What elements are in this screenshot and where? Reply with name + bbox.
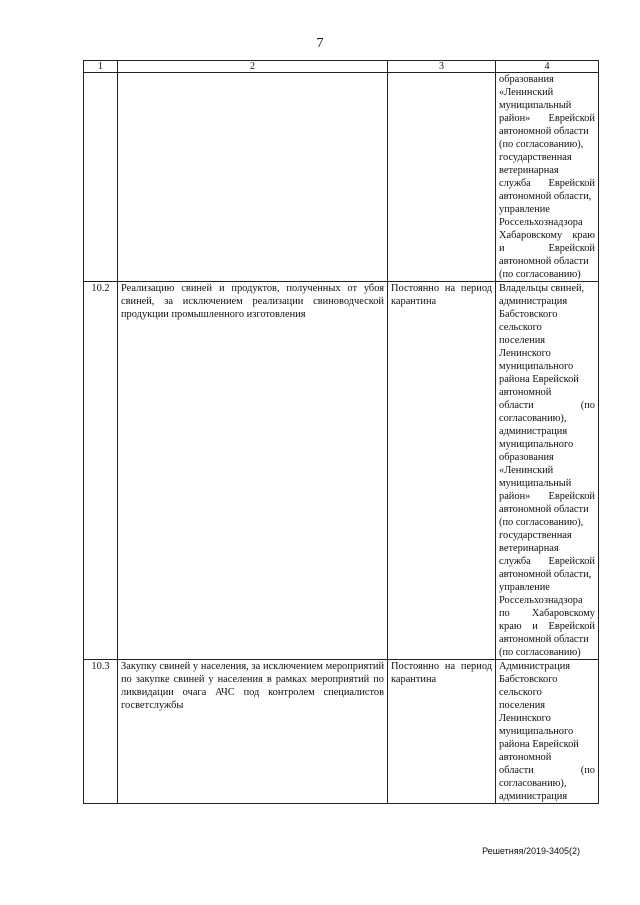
header-col-3: 3	[388, 61, 496, 73]
responsible-cell	[496, 660, 599, 804]
responsible-line: муниципального	[499, 726, 574, 737]
responsible-line: Бабстовского	[499, 674, 558, 685]
responsible-line: (по согласованию),	[499, 139, 584, 150]
row-number	[84, 73, 118, 282]
responsible-line: краю и Еврейской	[499, 621, 595, 632]
responsible-line: Администрация	[499, 661, 571, 672]
header-col-1: 1	[84, 61, 118, 73]
responsible-line: района Еврейской	[499, 739, 579, 750]
responsible-line: администрация	[499, 426, 568, 437]
responsible-line: автономной области,	[499, 191, 592, 202]
responsible-line: район» Еврейской	[499, 491, 595, 502]
responsible-line: ветеринарная	[499, 543, 559, 554]
responsible-line: поселения	[499, 335, 546, 346]
responsible-line: государственная	[499, 530, 572, 541]
row-number: 10.2	[84, 282, 118, 660]
responsible-line: Хабаровскому краю	[499, 230, 595, 241]
responsible-line: администрация	[499, 791, 568, 802]
responsible-line: «Ленинский	[499, 87, 554, 98]
responsible-line: поселения	[499, 700, 546, 711]
table-row	[84, 73, 599, 282]
header-col-4: 4	[496, 61, 599, 73]
responsible-line: сельского	[499, 322, 542, 333]
responsible-line: района Еврейской	[499, 374, 579, 385]
responsible-cell	[496, 73, 599, 282]
responsible-line: государственная	[499, 152, 572, 163]
table-row	[84, 282, 599, 660]
table-row	[84, 660, 599, 804]
responsible-line: Россельхознадзора	[499, 217, 583, 228]
responsible-line: и Еврейской	[499, 243, 595, 254]
responsible-line: (по согласованию),	[499, 517, 584, 528]
term-cell: Постоянно на период карантина	[388, 282, 496, 660]
responsible-line: области (по	[499, 765, 595, 776]
responsible-line: Ленинского	[499, 713, 551, 724]
responsible-line: управление	[499, 582, 550, 593]
responsible-line: муниципальный	[499, 100, 572, 111]
responsible-line: муниципального	[499, 439, 574, 450]
responsible-line: автономной области,	[499, 569, 592, 580]
responsible-line: образования	[499, 74, 554, 85]
responsible-line: Бабстовского	[499, 309, 558, 320]
responsible-line: Владельцы свиней,	[499, 283, 585, 294]
responsible-line: (по согласованию)	[499, 269, 581, 280]
responsible-line: муниципальный	[499, 478, 572, 489]
responsible-line: район» Еврейской	[499, 113, 595, 124]
responsible-line: служба Еврейской	[499, 556, 595, 567]
responsible-line: автономной области	[499, 504, 589, 515]
responsible-line: ветеринарная	[499, 165, 559, 176]
responsible-line: служба Еврейской	[499, 178, 595, 189]
responsible-line: по Хабаровскому	[499, 608, 595, 619]
responsible-line: области (по	[499, 400, 595, 411]
responsible-line: автономной	[499, 387, 552, 398]
measure-cell: Реализацию свиней и продуктов, полученных от убоя свиней, за исключением реализации свиноводческой продукции промышленного изготовления	[118, 282, 388, 660]
responsible-line: согласованию),	[499, 413, 567, 424]
measure-cell	[118, 73, 388, 282]
responsible-line: автономной области	[499, 634, 589, 645]
responsible-line: автономной	[499, 752, 552, 763]
responsible-line: «Ленинский	[499, 465, 554, 476]
row-number: 10.3	[84, 660, 118, 804]
responsible-line: муниципального	[499, 361, 574, 372]
responsible-line: сельского	[499, 687, 542, 698]
measures-table	[83, 60, 599, 804]
responsible-line: образования	[499, 452, 554, 463]
page-number: 7	[316, 36, 324, 51]
measure-cell: Закупку свиней у населения, за исключением мероприятий по закупке свиней у населения в рамках мероприятий по ликвидации очага АЧС под контролем специалистов госветслужбы	[118, 660, 388, 804]
responsible-line: автономной области	[499, 126, 589, 137]
responsible-line: (по согласованию)	[499, 647, 581, 658]
document-code: Решетняя/2019-3405(2)	[482, 846, 580, 856]
header-col-2: 2	[118, 61, 388, 73]
table-header-row	[84, 61, 599, 73]
responsible-line: автономной области	[499, 256, 589, 267]
term-cell	[388, 73, 496, 282]
responsible-line: согласованию),	[499, 778, 567, 789]
responsible-line: Россельхознадзора	[499, 595, 583, 606]
term-cell: Постоянно на период карантина	[388, 660, 496, 804]
responsible-line: администрация	[499, 296, 568, 307]
responsible-line: управление	[499, 204, 550, 215]
responsible-line: Ленинского	[499, 348, 551, 359]
responsible-cell	[496, 282, 599, 660]
